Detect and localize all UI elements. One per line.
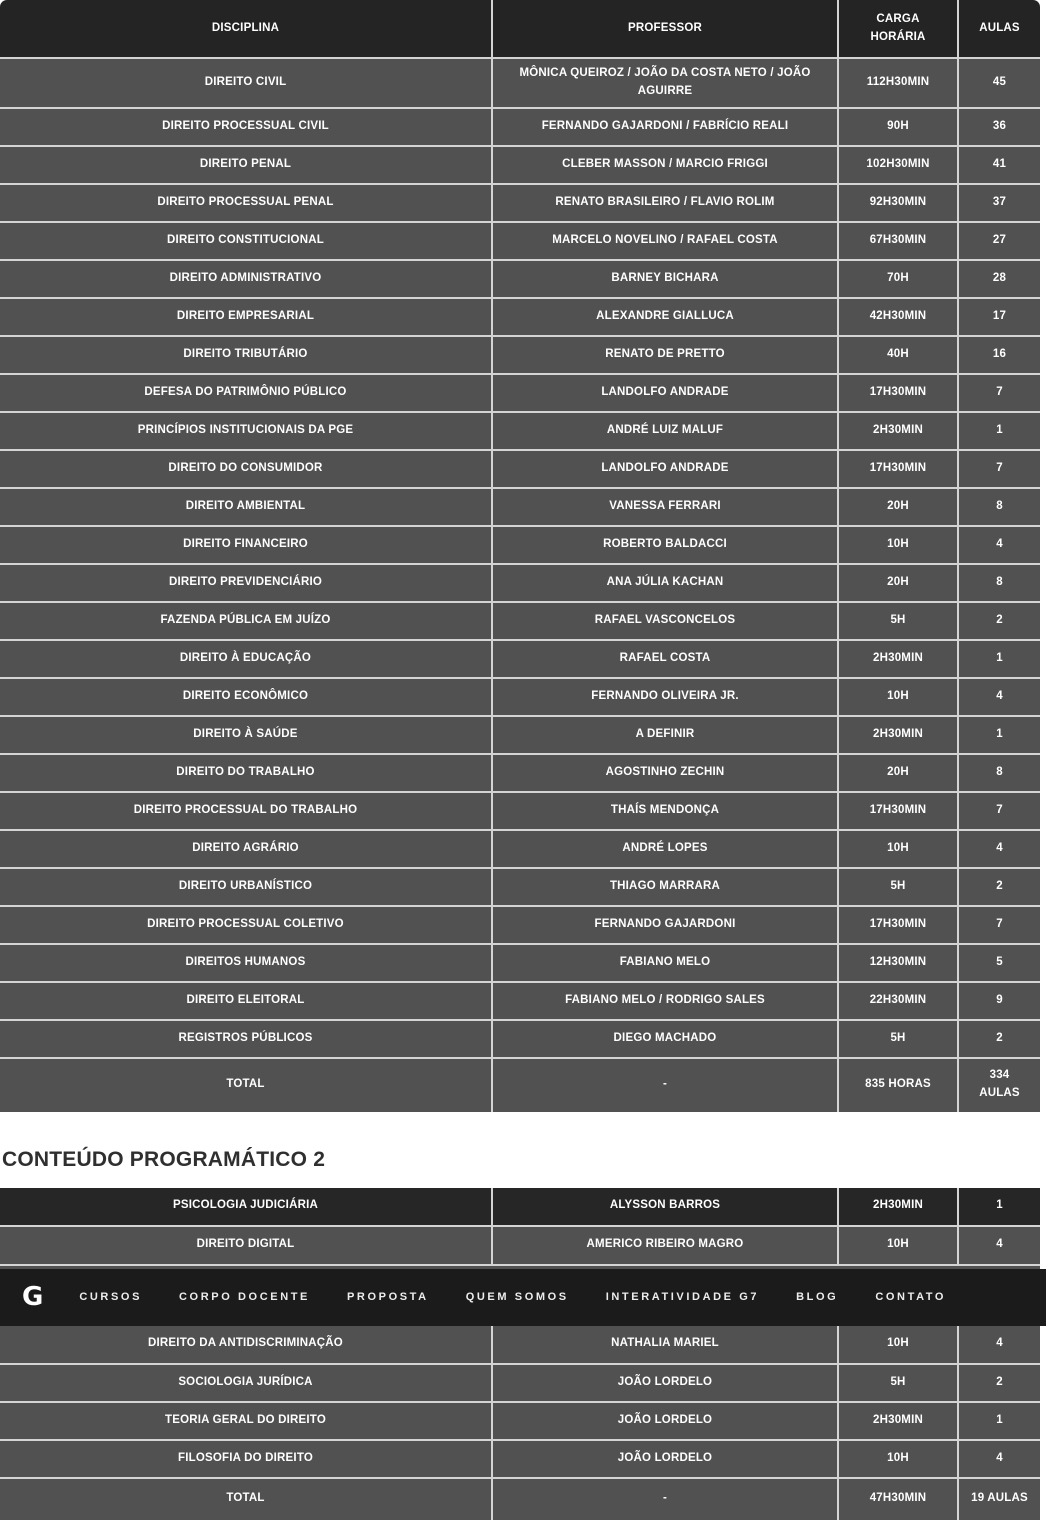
cell-professor: LANDOLFO ANDRADE — [492, 450, 838, 488]
column-header: DISCIPLINA — [0, 0, 492, 58]
nav-menu — [79, 1291, 946, 1303]
cell-disciplina: SOCIOLOGIA JURÍDICA — [0, 1364, 492, 1402]
cell-aulas: 8 — [958, 564, 1040, 602]
cell-carga-horaria: 112H30MIN — [838, 58, 958, 108]
cell-disciplina: DIREITO FINANCEIRO — [0, 526, 492, 564]
total-row — [0, 1058, 1040, 1112]
table-row — [0, 146, 1040, 184]
main-navbar — [0, 1269, 1046, 1326]
table-row — [0, 260, 1040, 298]
cell-aulas: 4 — [958, 678, 1040, 716]
cell-professor: JOÃO LORDELO — [492, 1440, 838, 1478]
cell-aulas: 1 — [958, 640, 1040, 678]
cell-carga-horaria: 5H — [838, 1020, 958, 1058]
cell-professor: RENATO DE PRETTO — [492, 336, 838, 374]
section-heading-conteudo-programatico-2: CONTEÚDO PROGRAMÁTICO 2 — [2, 1147, 326, 1171]
cell-aulas: 7 — [958, 374, 1040, 412]
table-row — [0, 1226, 1040, 1264]
cell-aulas: 5 — [958, 944, 1040, 982]
cell-aulas: 19 AULAS — [958, 1478, 1040, 1520]
cell-disciplina: DIREITO AGRÁRIO — [0, 830, 492, 868]
cell-professor: ANDRÉ LUIZ MALUF — [492, 412, 838, 450]
cell-disciplina: DIREITOS HUMANOS — [0, 944, 492, 982]
cell-aulas: 2 — [958, 868, 1040, 906]
cell-carga-horaria: 20H — [838, 754, 958, 792]
cell-aulas: 4 — [958, 1440, 1040, 1478]
cell-disciplina: TEORIA GERAL DO DIREITO — [0, 1402, 492, 1440]
cell-carga-horaria: 17H30MIN — [838, 906, 958, 944]
cell-aulas: 2 — [958, 1020, 1040, 1058]
cell-aulas: 4 — [958, 1226, 1040, 1264]
cell-aulas: 1 — [958, 1402, 1040, 1440]
table-row — [0, 184, 1040, 222]
cell-professor: FERNANDO OLIVEIRA JR. — [492, 678, 838, 716]
cell-disciplina: DIREITO PREVIDENCIÁRIO — [0, 564, 492, 602]
nav-item-blog[interactable]: BLOG — [796, 1291, 839, 1304]
cell-aulas: 4 — [958, 1326, 1040, 1364]
table-row — [0, 754, 1040, 792]
cell-professor: AGOSTINHO ZECHIN — [492, 754, 838, 792]
column-header: AULAS — [958, 0, 1040, 58]
cell-aulas: 27 — [958, 222, 1040, 260]
cell-carga-horaria: 5H — [838, 868, 958, 906]
cell-carga-horaria: 10H — [838, 1326, 958, 1364]
total-row — [0, 1478, 1040, 1520]
cell-aulas: 28 — [958, 260, 1040, 298]
cell-carga-horaria: 20H — [838, 564, 958, 602]
cell-professor: ALEXANDRE GIALLUCA — [492, 298, 838, 336]
cell-disciplina: TOTAL — [0, 1058, 492, 1112]
cell-disciplina: DIREITO ECONÔMICO — [0, 678, 492, 716]
cell-professor: AMERICO RIBEIRO MAGRO — [492, 1226, 838, 1264]
cell-professor: JOÃO LORDELO — [492, 1402, 838, 1440]
cell-disciplina: FILOSOFIA DO DIREITO — [0, 1440, 492, 1478]
cell-carga-horaria: 10H — [838, 678, 958, 716]
cell-carga-horaria: 2H30MIN — [838, 1402, 958, 1440]
cell-aulas: 7 — [958, 792, 1040, 830]
table-row — [0, 450, 1040, 488]
table-row — [0, 108, 1040, 146]
cell-professor: NATHALIA MARIEL — [492, 1326, 838, 1364]
table-row — [0, 906, 1040, 944]
cell-professor: RAFAEL COSTA — [492, 640, 838, 678]
cell-professor: THAÍS MENDONÇA — [492, 792, 838, 830]
cell-professor: JOÃO LORDELO — [492, 1364, 838, 1402]
cell-carga-horaria: 10H — [838, 526, 958, 564]
cell-professor: - — [492, 1058, 838, 1112]
table-row — [0, 58, 1040, 108]
nav-item-corpo-docente[interactable]: CORPO DOCENTE — [179, 1291, 310, 1304]
cell-carga-horaria: 10H — [838, 830, 958, 868]
cell-carga-horaria: 40H — [838, 336, 958, 374]
cell-aulas: 4 — [958, 830, 1040, 868]
cell-professor: THIAGO MARRARA — [492, 868, 838, 906]
table-row — [0, 944, 1040, 982]
table-row — [0, 830, 1040, 868]
cell-aulas: 8 — [958, 754, 1040, 792]
cell-aulas: 4 — [958, 526, 1040, 564]
table-row — [0, 602, 1040, 640]
column-header: CARGA HORÁRIA — [838, 0, 958, 58]
table-row — [0, 1188, 1040, 1226]
cell-aulas: 16 — [958, 336, 1040, 374]
cell-professor: FERNANDO GAJARDONI / FABRÍCIO REALI — [492, 108, 838, 146]
cell-disciplina: DIREITO URBANÍSTICO — [0, 868, 492, 906]
nav-item-proposta[interactable]: PROPOSTA — [347, 1291, 429, 1304]
table-row — [0, 716, 1040, 754]
cell-aulas: 41 — [958, 146, 1040, 184]
nav-item-contato[interactable]: CONTATO — [875, 1291, 947, 1304]
cell-aulas: 334 AULAS — [958, 1058, 1040, 1112]
table-row — [0, 1326, 1040, 1364]
column-header: PROFESSOR — [492, 0, 838, 58]
cell-disciplina: DIREITO EMPRESARIAL — [0, 298, 492, 336]
cell-professor: MARCELO NOVELINO / RAFAEL COSTA — [492, 222, 838, 260]
cell-aulas: 2 — [958, 1364, 1040, 1402]
cell-professor: LANDOLFO ANDRADE — [492, 374, 838, 412]
cell-professor: ROBERTO BALDACCI — [492, 526, 838, 564]
cell-professor: ALYSSON BARROS — [492, 1188, 838, 1226]
cell-carga-horaria: 2H30MIN — [838, 716, 958, 754]
cell-carga-horaria: 102H30MIN — [838, 146, 958, 184]
cell-aulas: 36 — [958, 108, 1040, 146]
table-row — [0, 868, 1040, 906]
cell-professor: FERNANDO GAJARDONI — [492, 906, 838, 944]
cell-disciplina: DIREITO PENAL — [0, 146, 492, 184]
cell-disciplina: DIREITO PROCESSUAL PENAL — [0, 184, 492, 222]
cell-carga-horaria: 42H30MIN — [838, 298, 958, 336]
cell-carga-horaria: 2H30MIN — [838, 412, 958, 450]
cell-aulas: 17 — [958, 298, 1040, 336]
cell-aulas: 7 — [958, 906, 1040, 944]
cell-aulas: 45 — [958, 58, 1040, 108]
cell-disciplina: DIREITO AMBIENTAL — [0, 488, 492, 526]
cell-disciplina: DIREITO PROCESSUAL CIVIL — [0, 108, 492, 146]
table-row — [0, 564, 1040, 602]
cell-disciplina: DIREITO À EDUCAÇÃO — [0, 640, 492, 678]
cell-carga-horaria: 67H30MIN — [838, 222, 958, 260]
table-row — [0, 526, 1040, 564]
cell-carga-horaria: 12H30MIN — [838, 944, 958, 982]
cell-aulas: 7 — [958, 450, 1040, 488]
cell-carga-horaria: 70H — [838, 260, 958, 298]
g7-logo[interactable]: G — [22, 1282, 44, 1313]
cell-disciplina: DIREITO PROCESSUAL DO TRABALHO — [0, 792, 492, 830]
cell-disciplina: DIREITO DA ANTIDISCRIMINAÇÃO — [0, 1326, 492, 1364]
cell-disciplina: PSICOLOGIA JUDICIÁRIA — [0, 1188, 492, 1226]
cell-disciplina: DEFESA DO PATRIMÔNIO PÚBLICO — [0, 374, 492, 412]
table-row — [0, 222, 1040, 260]
cell-carga-horaria: 10H — [838, 1226, 958, 1264]
table-row — [0, 374, 1040, 412]
cell-carga-horaria: 17H30MIN — [838, 374, 958, 412]
cell-disciplina: DIREITO DIGITAL — [0, 1226, 492, 1264]
table-row — [0, 792, 1040, 830]
table-row — [0, 1364, 1040, 1402]
cell-disciplina: DIREITO DO CONSUMIDOR — [0, 450, 492, 488]
cell-carga-horaria: 20H — [838, 488, 958, 526]
cell-professor: BARNEY BICHARA — [492, 260, 838, 298]
cell-carga-horaria: 2H30MIN — [838, 640, 958, 678]
cell-carga-horaria: 17H30MIN — [838, 450, 958, 488]
table-row — [0, 298, 1040, 336]
cell-professor: FABIANO MELO / RODRIGO SALES — [492, 982, 838, 1020]
cell-professor: DIEGO MACHADO — [492, 1020, 838, 1058]
cell-professor: ANDRÉ LOPES — [492, 830, 838, 868]
curriculum-table-2-top — [0, 1188, 1040, 1264]
nav-item-quem-somos[interactable]: QUEM SOMOS — [465, 1291, 569, 1304]
cell-aulas: 8 — [958, 488, 1040, 526]
cell-carga-horaria: 17H30MIN — [838, 792, 958, 830]
cell-professor: VANESSA FERRARI — [492, 488, 838, 526]
cell-professor: - — [492, 1478, 838, 1520]
table-row — [0, 336, 1040, 374]
cell-carga-horaria: 10H — [838, 1440, 958, 1478]
cell-disciplina: TOTAL — [0, 1478, 492, 1520]
cell-disciplina: FAZENDA PÚBLICA EM JUÍZO — [0, 602, 492, 640]
cell-aulas: 1 — [958, 1188, 1040, 1226]
cell-professor: MÔNICA QUEIROZ / JOÃO DA COSTA NETO / JOÃO AGUIRRE — [492, 58, 838, 108]
cell-aulas: 37 — [958, 184, 1040, 222]
nav-item-interatividade-g7[interactable]: INTERATIVIDADE G7 — [605, 1291, 760, 1304]
curriculum-table-2-bottom — [0, 1326, 1040, 1520]
cell-disciplina: DIREITO ADMINISTRATIVO — [0, 260, 492, 298]
cell-disciplina: DIREITO À SAÚDE — [0, 716, 492, 754]
cell-carga-horaria: 835 HORAS — [838, 1058, 958, 1112]
table-row — [0, 640, 1040, 678]
cell-aulas: 9 — [958, 982, 1040, 1020]
cell-professor: RAFAEL VASCONCELOS — [492, 602, 838, 640]
cell-carga-horaria: 2H30MIN — [838, 1188, 958, 1226]
table-row — [0, 678, 1040, 716]
cell-disciplina: DIREITO TRIBUTÁRIO — [0, 336, 492, 374]
cell-disciplina: DIREITO ELEITORAL — [0, 982, 492, 1020]
cell-professor: ANA JÚLIA KACHAN — [492, 564, 838, 602]
cell-professor: CLEBER MASSON / MARCIO FRIGGI — [492, 146, 838, 184]
cell-disciplina: DIREITO CONSTITUCIONAL — [0, 222, 492, 260]
cell-carga-horaria: 47H30MIN — [838, 1478, 958, 1520]
nav-item-cursos[interactable]: CURSOS — [79, 1291, 143, 1304]
cell-professor: RENATO BRASILEIRO / FLAVIO ROLIM — [492, 184, 838, 222]
table-row — [0, 982, 1040, 1020]
cell-disciplina: DIREITO PROCESSUAL COLETIVO — [0, 906, 492, 944]
cell-aulas: 1 — [958, 716, 1040, 754]
table-row — [0, 488, 1040, 526]
table-row — [0, 1020, 1040, 1058]
cell-aulas: 2 — [958, 602, 1040, 640]
header-row — [0, 0, 1040, 58]
cell-disciplina: PRINCÍPIOS INSTITUCIONAIS DA PGE — [0, 412, 492, 450]
bottom-whitespace — [0, 1520, 1046, 1526]
table-row — [0, 1402, 1040, 1440]
cell-professor: A DEFINIR — [492, 716, 838, 754]
cell-disciplina: DIREITO CIVIL — [0, 58, 492, 108]
cell-aulas: 1 — [958, 412, 1040, 450]
cell-professor: FABIANO MELO — [492, 944, 838, 982]
cell-disciplina: REGISTROS PÚBLICOS — [0, 1020, 492, 1058]
cell-carga-horaria: 92H30MIN — [838, 184, 958, 222]
cell-carga-horaria: 22H30MIN — [838, 982, 958, 1020]
cell-carga-horaria: 90H — [838, 108, 958, 146]
cell-disciplina: DIREITO DO TRABALHO — [0, 754, 492, 792]
table-row — [0, 412, 1040, 450]
cell-carga-horaria: 5H — [838, 1364, 958, 1402]
table-row — [0, 1440, 1040, 1478]
cell-carga-horaria: 5H — [838, 602, 958, 640]
